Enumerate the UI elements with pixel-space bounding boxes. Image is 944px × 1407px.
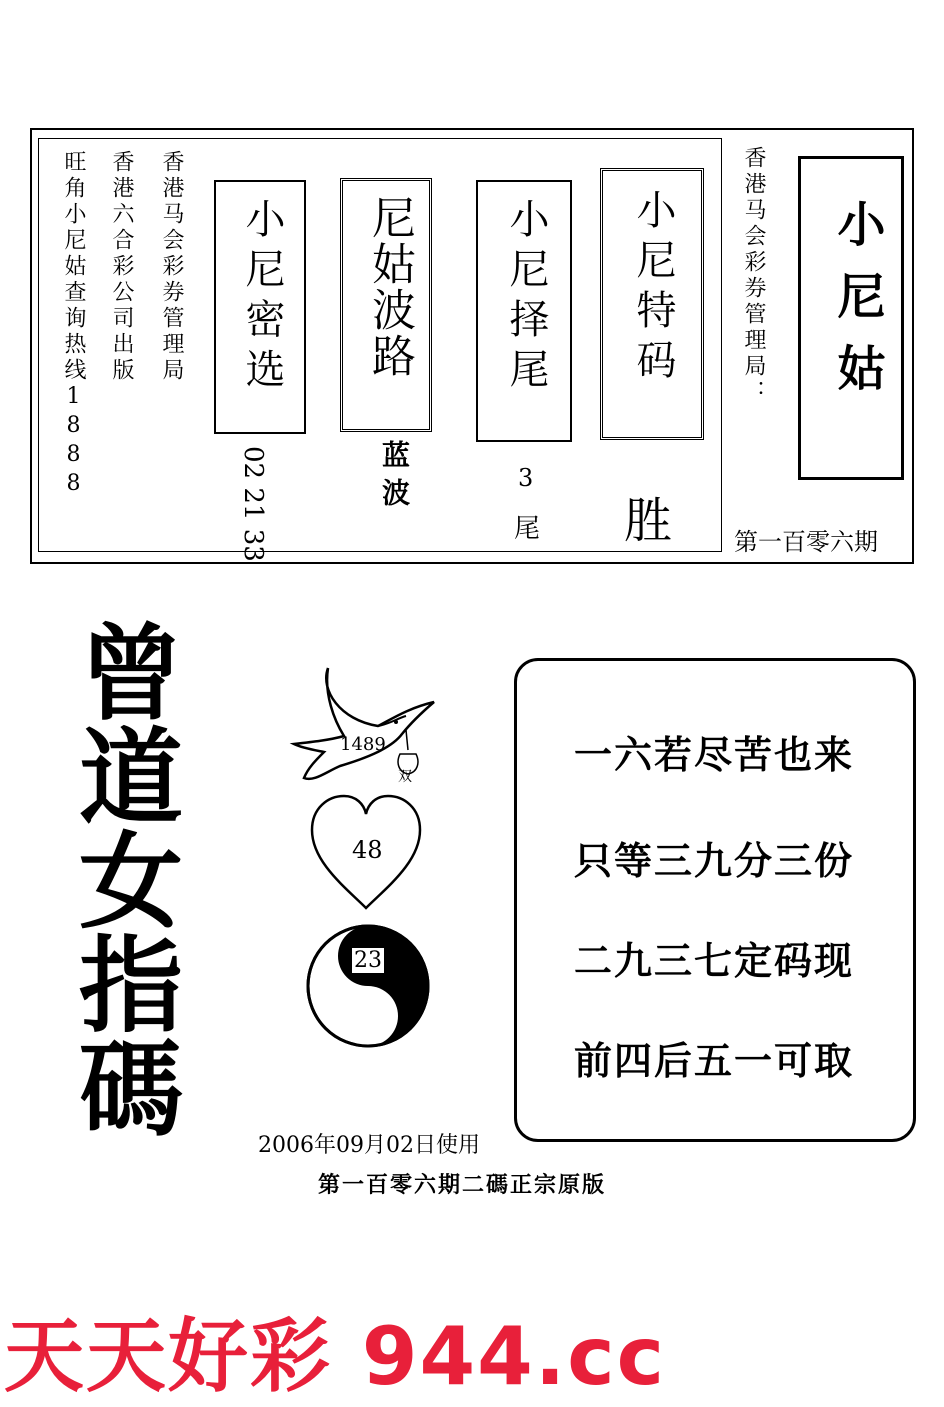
pick-result-tail-unit: 尾 bbox=[514, 514, 541, 544]
edition-label: 第一百零六期二碼正宗原版 bbox=[318, 1172, 607, 1198]
dove-number: 1489 bbox=[340, 734, 386, 755]
pick-result-tail-number: 3 bbox=[518, 464, 534, 492]
publisher-column: 香港六合彩公司出版 bbox=[109, 150, 134, 384]
main-title-char: 指 bbox=[78, 925, 183, 1047]
poem-line: 二九三七定码现 bbox=[574, 938, 855, 983]
pick-title-wave: 尼姑波路 bbox=[364, 195, 415, 379]
pick-result-wave: 蓝波 bbox=[378, 440, 411, 516]
dove-tag: 双 bbox=[398, 769, 412, 785]
bureau-column-right: 香港马会彩券管理局： bbox=[741, 146, 766, 406]
main-title-char: 曾 bbox=[78, 613, 183, 735]
hotline-column: 旺角小尼姑查询热线1888 bbox=[61, 150, 86, 500]
main-title-char: 碼 bbox=[78, 1029, 183, 1151]
brand-title: 小尼姑 bbox=[829, 199, 885, 415]
brand-box bbox=[798, 156, 904, 480]
dove-icon bbox=[280, 650, 460, 800]
pick-title-tail: 小尼择尾 bbox=[503, 198, 549, 398]
yinyang-number: 23 bbox=[354, 948, 382, 973]
heart-number: 48 bbox=[352, 836, 383, 864]
poem-line: 只等三九分三份 bbox=[574, 838, 855, 883]
poem-line: 一六若尽苦也来 bbox=[574, 732, 855, 777]
issue-label: 第一百零六期 bbox=[734, 528, 878, 556]
pick-result-secret: 02 21 33 bbox=[238, 446, 268, 562]
poem-line: 前四后五一可取 bbox=[574, 1038, 855, 1083]
pick-box-wave bbox=[340, 178, 432, 432]
site-watermark: 天天好彩 944.cc bbox=[4, 1310, 667, 1403]
yinyang-icon bbox=[304, 922, 432, 1050]
bureau-column-left: 香港马会彩券管理局 bbox=[159, 150, 184, 384]
pick-box-special bbox=[600, 168, 704, 440]
main-title bbox=[66, 613, 196, 1151]
usage-date: 2006年09月02日使用 bbox=[258, 1133, 480, 1158]
pick-box-secret bbox=[214, 180, 306, 434]
pick-box-tail bbox=[476, 180, 572, 442]
main-title-char: 女 bbox=[78, 821, 183, 943]
pick-result-special: 胜 bbox=[624, 493, 673, 549]
pick-title-special: 小尼特码 bbox=[630, 189, 676, 389]
main-title-char: 道 bbox=[78, 717, 183, 839]
pick-title-secret: 小尼密选 bbox=[239, 198, 285, 398]
